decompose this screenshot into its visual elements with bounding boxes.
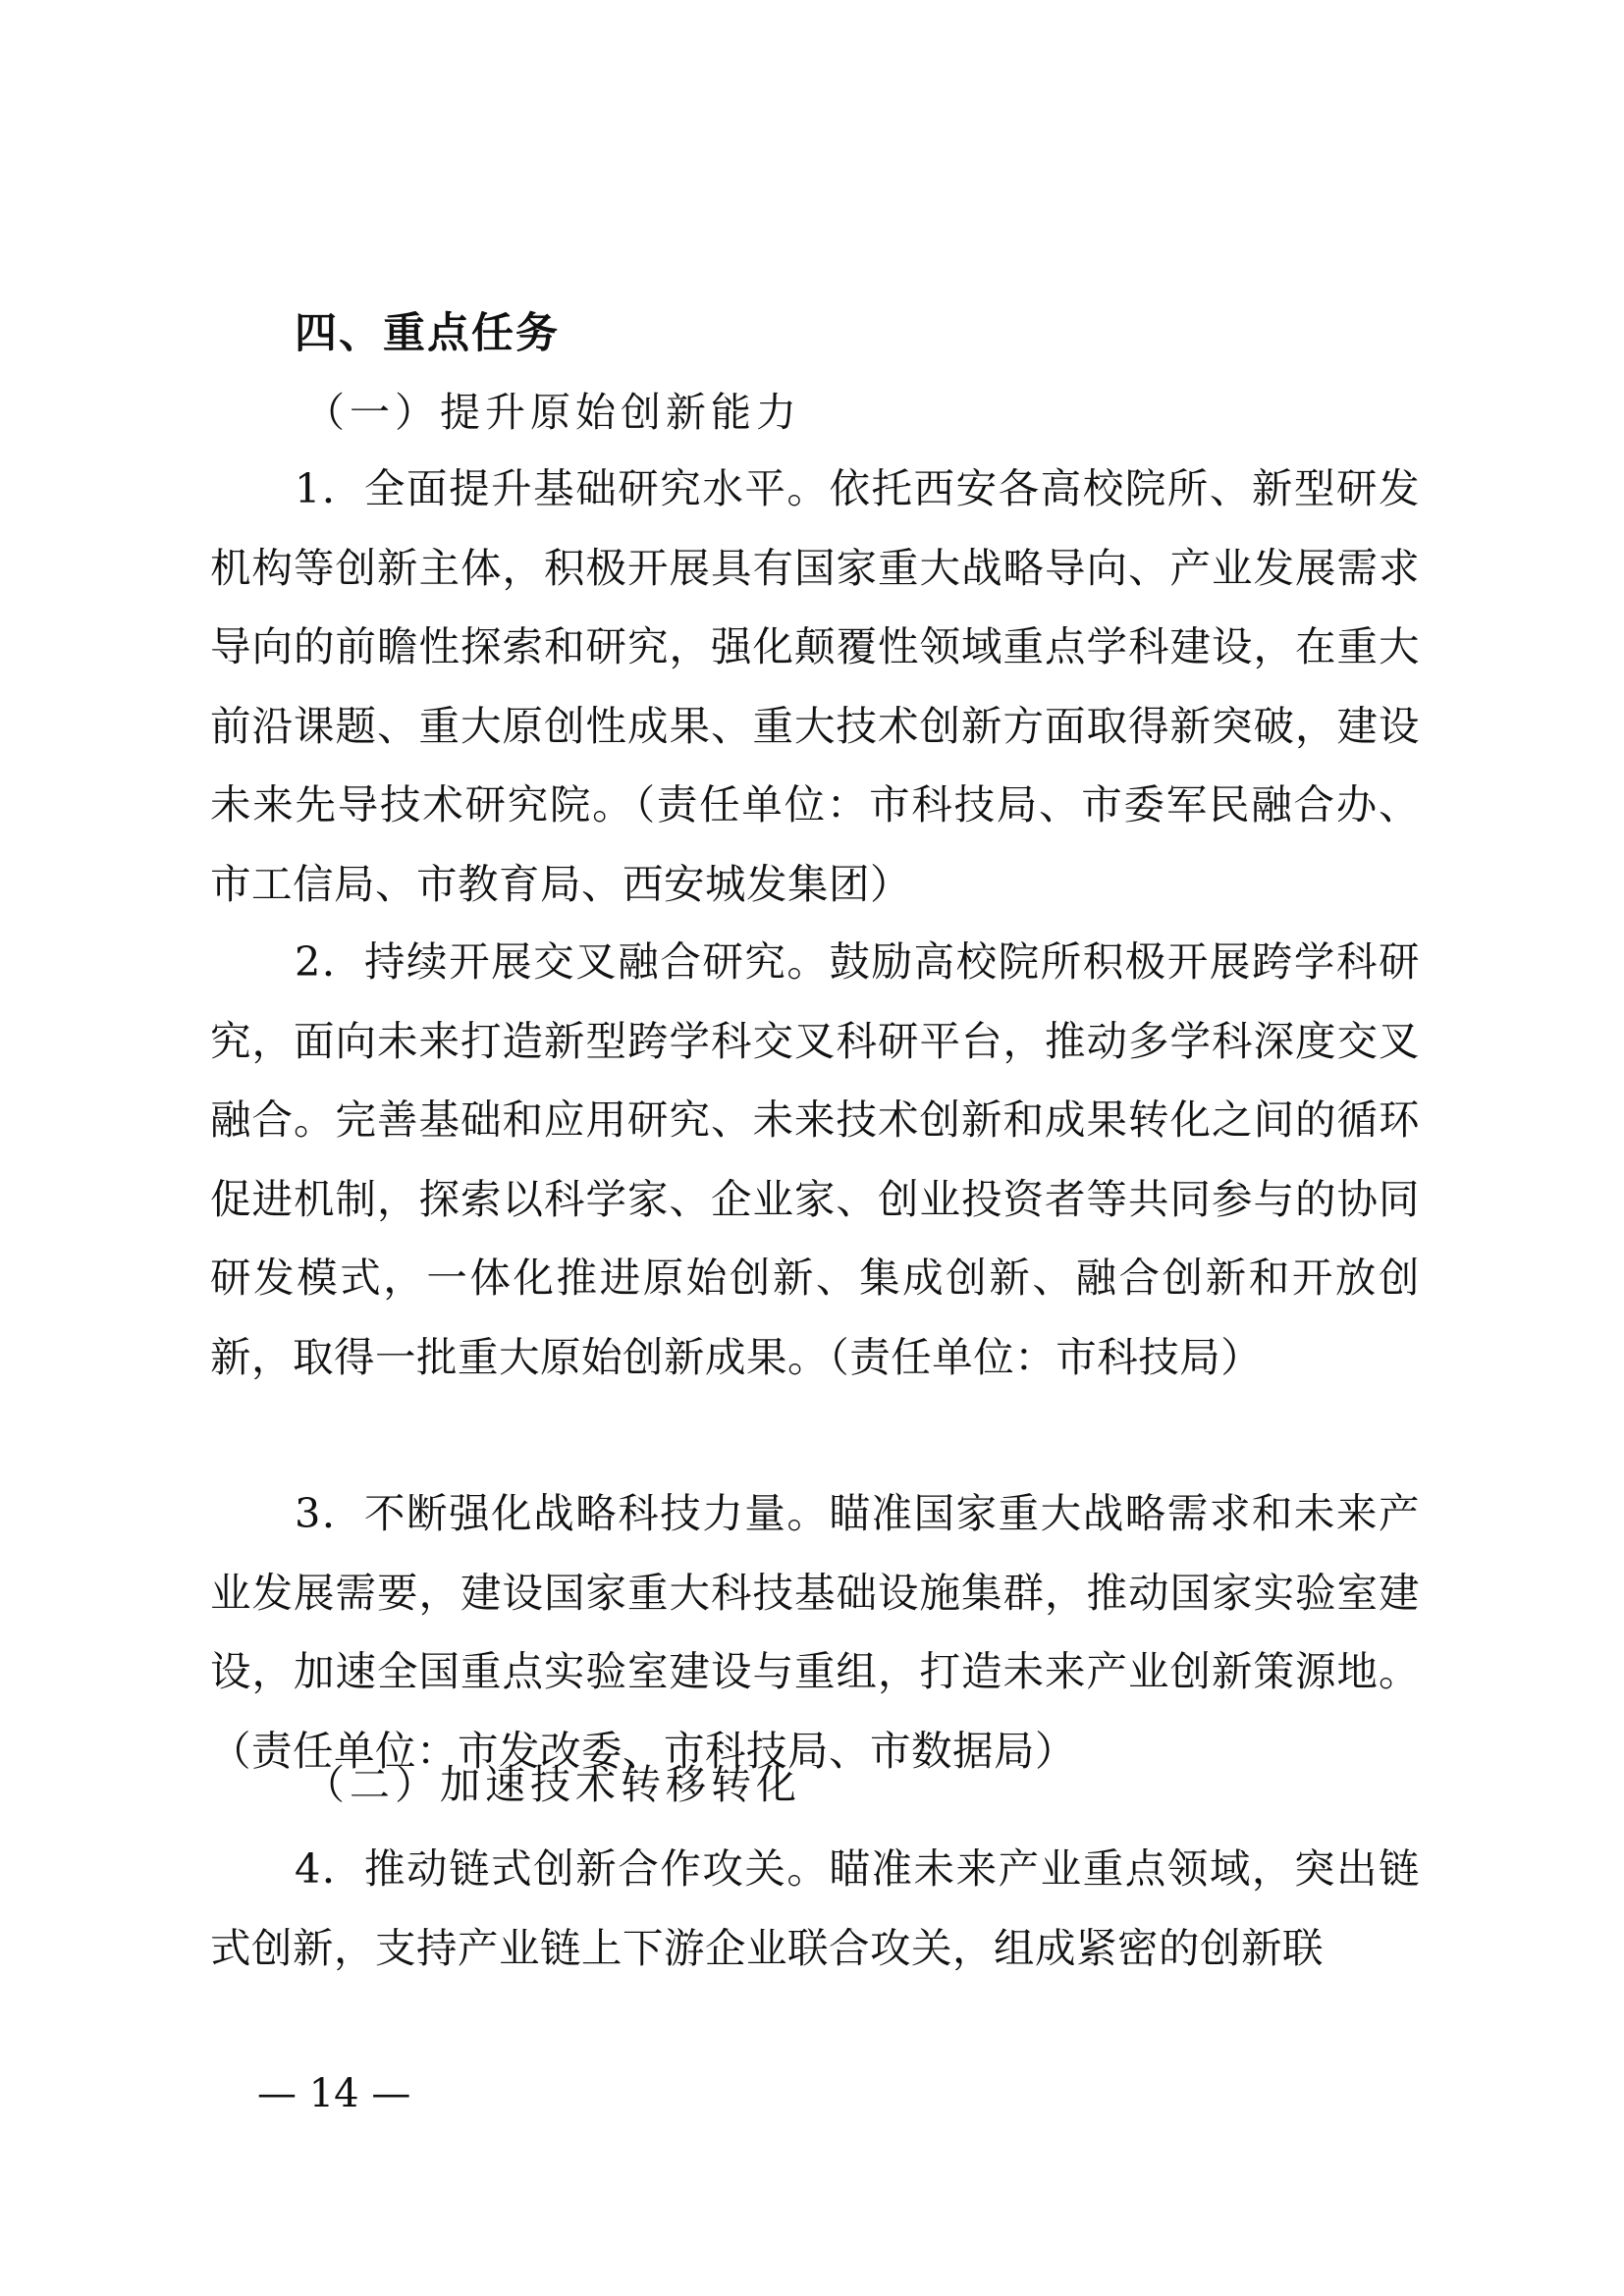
section-heading: 四、重点任务 [295, 309, 560, 358]
paragraph-item-1: 1．全面提升基础研究水平。依托西安各高校院所、新型研发机构等创新主体，积极开展具有国家重大战略导向、产业发展需求导向的前瞻性探索和研究，强化颠覆性领域重点学科建设，在重大前沿课题、重大原创性成果、重大技术创新方面取得新突破，建设未来先导技术研究院。（责任单位：市科技局、市委军民融合办、市工信局、市教育局、西安城发集团） [210, 464, 1420, 908]
subsection-heading-2: （二）加速技术转移转化 [304, 1761, 801, 1808]
paragraph-item-2: 2．持续开展交叉融合研究。鼓励高校院所积极开展跨学科研究，面向未来打造新型跨学科交叉科研平台，推动多学科深度交叉融合。完善基础和应用研究、未来技术创新和成果转化之间的循环促进机制，探索以科学家、企业家、创业投资者等共同参与的协同研发模式，一体化推进原始创新、集成创新、融合创新和开放创新，取得一批重大原始创新成果。（责任单位：市科技局） [210, 937, 1420, 1381]
page-number: — 14 — [257, 2071, 411, 2116]
paragraph-item-3: 3．不断强化战略科技力量。瞄准国家重大战略需求和未来产业发展需要，建设国家重大科技基础设施集群，推动国家实验室建设，加速全国重点实验室建设与重组，打造未来产业创新策源地。（责任单位：市发改委、市科技局、市数据局） [210, 1489, 1420, 1775]
paragraph-item-4: 4．推动链式创新合作攻关。瞄准未来产业重点领域，突出链式创新，支持产业链上下游企业联合攻关，组成紧密的创新联 [210, 1844, 1420, 1972]
subsection-heading-1: （一）提升原始创新能力 [304, 389, 801, 436]
